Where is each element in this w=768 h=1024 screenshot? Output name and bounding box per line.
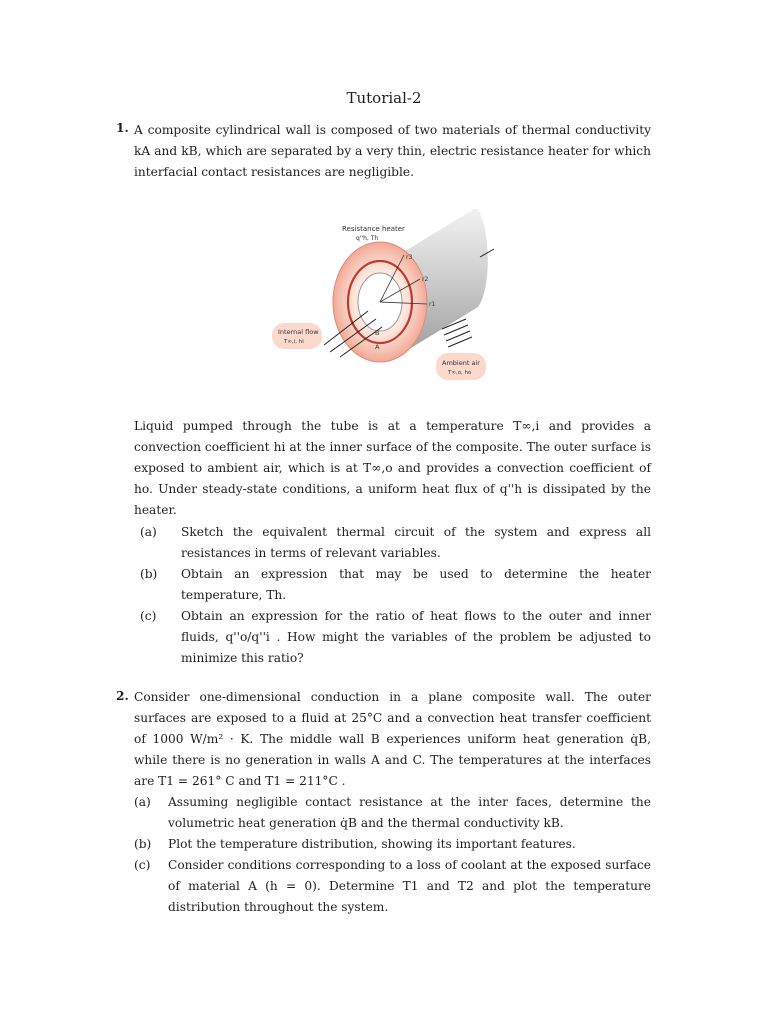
q1-part-b-label: (b)	[140, 567, 158, 581]
q2-part-a-label: (a)	[134, 795, 151, 809]
q2-part-b	[134, 834, 651, 855]
heater-label: Resistance heater	[342, 225, 405, 233]
q1-part-b	[140, 564, 651, 606]
q1-part-c-text: Obtain an expression for the ratio of heat flows to the outer and inner fluids, q''o/q''i . How might the variables of the problem be adjusted to minimize this ratio?	[181, 609, 651, 665]
ambient-air-label: Ambient air	[442, 359, 480, 367]
composite-cylinder-figure	[272, 207, 504, 387]
heater-sub-label: q''h, Th	[356, 235, 379, 242]
q2-part-c-text: Consider conditions corresponding to a loss of coolant at the exposed surface of material A (h = 0). Determine T1 and T2 and plot the temperature distribution throughout the system.	[168, 858, 651, 914]
q1-part-a	[140, 522, 651, 564]
question-1-intro: A composite cylindrical wall is composed of two materials of thermal conductivity kA and kB, which are separated by a very thin, electric resistance heater for which interfacial contact resistances are negligible.	[134, 123, 651, 179]
internal-flow-bubble	[272, 323, 322, 349]
q2-part-a-text: Assuming negligible contact resistance at the inter faces, determine the volumetric heat generation q̇B and the thermal conductivity kB.	[168, 795, 651, 830]
page-title: Tutorial-2	[346, 89, 422, 107]
question-2-number: 2.	[116, 689, 129, 703]
internal-flow-label: Internal flow	[278, 328, 319, 336]
question-1-body: Liquid pumped through the tube is at a temperature T∞,i and provides a convection coefficient hi at the inner surface of the composite. The outer surface is exposed to ambient air, which is at T∞,o and provides a convection coefficient of ho. Under steady-state conditions, a uniform heat flux of q''h is dissipated by the heater.	[134, 419, 651, 517]
layer-b-label: B	[375, 329, 380, 337]
q2-part-c	[134, 855, 651, 918]
r3-label: r3	[406, 254, 413, 261]
internal-flow-sub: T∞,i, hi	[284, 339, 304, 345]
q1-part-b-text: Obtain an expression that may be used to determine the heater temperature, Th.	[181, 567, 651, 602]
q1-part-c-label: (c)	[140, 609, 157, 623]
q2-part-a	[134, 792, 651, 834]
q2-part-c-label: (c)	[134, 858, 151, 872]
q1-part-c	[140, 606, 651, 669]
q1-part-a-text: Sketch the equivalent thermal circuit of the system and express all resistances in terms of relevant variables.	[181, 525, 651, 560]
q1-part-a-label: (a)	[140, 525, 157, 539]
q2-part-b-text: Plot the temperature distribution, showing its important features.	[168, 837, 576, 851]
layer-a-label: A	[375, 343, 380, 351]
q2-part-b-label: (b)	[134, 837, 152, 851]
ambient-air-sub: T∞,o, ho	[448, 370, 472, 376]
question-2-body: Consider one-dimensional conduction in a plane composite wall. The outer surfaces are exposed to a fluid at 25°C and a convection heat transfer coefficient of 1000 W/m² · K. The middle wall B experiences uniform heat generation q̇B, while there is no generation in walls A and C. The temperatures at the interfaces are T1 = 261° C and T1 = 211°C .	[134, 690, 651, 788]
r1-label: r1	[429, 301, 436, 308]
r2-label: r2	[422, 276, 429, 283]
question-1-number: 1.	[116, 121, 129, 135]
